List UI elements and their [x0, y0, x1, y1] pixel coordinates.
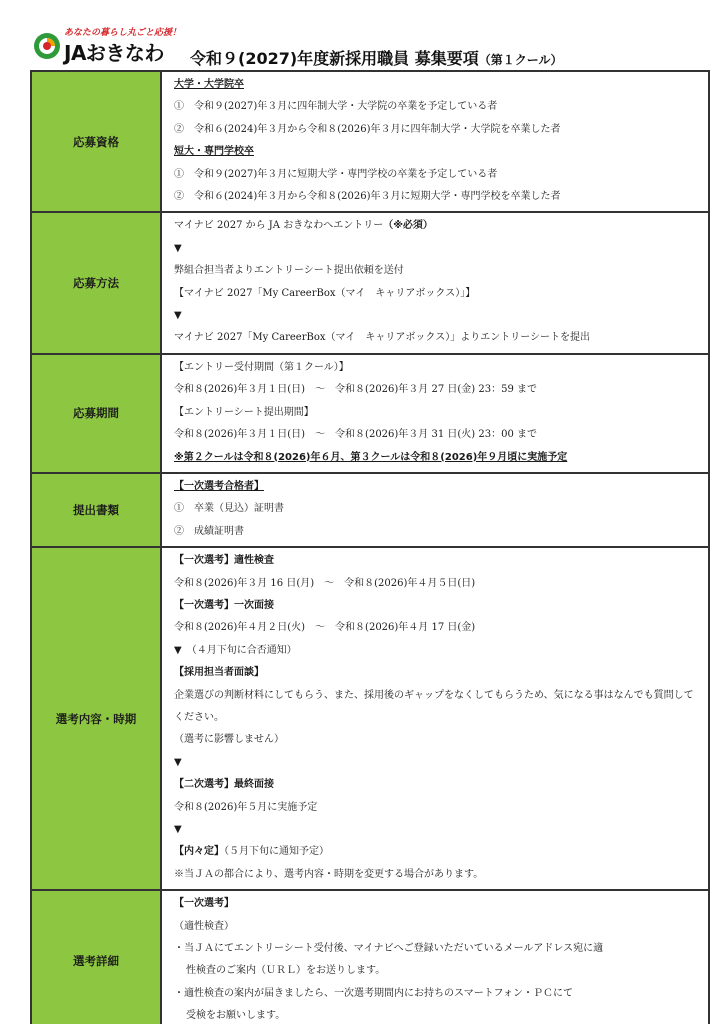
list-item: 【二次選考】最終面接 [174, 779, 274, 791]
list-item: 令和８(2026)年３月 16 日(月) ～ 令和８(2026)年４月５日(日) [174, 577, 476, 589]
arrow-down-icon: ▼ [174, 310, 182, 322]
arrow-down-icon: ▼ [174, 242, 182, 254]
list-item [174, 841, 700, 863]
row-label-application-method: 応募方法 [32, 213, 162, 352]
list-item: 弊組合担当者よりエントリーシート提出依頼を送付 [174, 265, 404, 277]
arrow-down-icon: ▼ [174, 824, 182, 835]
list-item: 短大・専門学校卒 [174, 146, 254, 158]
arrow-down-icon: ▼ [174, 756, 182, 768]
row-content-application-period [162, 355, 708, 472]
row-label-selection-details: 選考詳細 [32, 891, 162, 1024]
list-item: ※当ＪＡの都合により、選考内容・時期を変更する場合があります。 [174, 868, 484, 880]
list-item: （選考に影響しません） [174, 734, 284, 746]
list-item: ※第２クールは令和８(2026)年６月、第３クールは令和８(2026)年９月頃に実施予定 [174, 451, 568, 463]
list-item: ① 令和９(2027)年３月に四年制大学・大学院の卒業を予定している者 [174, 101, 498, 113]
ja-okinawa-logo [30, 22, 200, 68]
list-item: ① 令和９(2027)年３月に短期大学・専門学校の卒業を予定している者 [174, 168, 498, 180]
list-item: （適性検査） [174, 920, 234, 932]
table-row [32, 211, 708, 352]
list-item: 【一次選考】 [174, 898, 234, 910]
naitei-heading: 【内々定】 [174, 846, 224, 858]
list-item: ② 成績証明書 [174, 525, 244, 537]
list-item: ② 令和６(2024)年３月から令和８(2026)年３月に四年制大学・大学院を卒業した者 [174, 123, 561, 135]
list-item: 【一次選考】一次面接 [174, 599, 274, 611]
table-row [32, 72, 708, 211]
entry-text: マイナビ 2027 から JA おきなわへエントリー [174, 220, 384, 232]
list-item: ・適性検査の案内が届きましたら、一次選考期間内にお持ちのスマートフォン・ＰＣにて [174, 987, 573, 999]
table-row [32, 889, 708, 1024]
list-item: 性検査のご案内（ＵＲＬ）をお送りします。 [186, 965, 386, 977]
page-title [190, 46, 563, 69]
list-item: 大学・大学院卒 [174, 79, 244, 90]
list-item: 企業選びの判断材料にしてもらう、また、採用後のギャップをなくしてもらうため、気になる事はなんでも質問してください。 [174, 689, 694, 723]
table-row [32, 546, 708, 889]
list-item: ② 令和６(2024)年３月から令和８(2026)年３月に短期大学・専門学校を卒業した者 [174, 191, 561, 203]
row-label-application-period: 応募期間 [32, 355, 162, 472]
row-label-qualifications: 応募資格 [32, 72, 162, 211]
logo-name: JAおきなわ [64, 41, 164, 65]
row-content-selection-schedule [162, 548, 708, 889]
row-content-documents [162, 474, 708, 546]
row-content-application-method [162, 213, 708, 352]
naitei-note: （５月下旬に通知予定） [224, 846, 329, 858]
list-item: 【採用担当者面談】 [174, 667, 264, 679]
list-item: 【一次選考合格者】 [174, 480, 264, 492]
list-item: ① 卒業（見込）証明書 [174, 503, 284, 515]
list-item: 【エントリー受付期間（第１クール）】 [174, 361, 349, 373]
list-item: 令和８(2026)年３月１日(日) ～ 令和８(2026)年３月 31 日(火) 23：00 まで [174, 429, 537, 441]
list-item: 令和８(2026)年４月２日(火) ～ 令和８(2026)年４月 17 日(金) [174, 622, 476, 634]
list-item: マイナビ 2027「My CareerBox（マイ キャリアボックス）」よりエントリーシートを提出 [174, 332, 591, 344]
required-note: （※必須） [383, 220, 433, 232]
list-item: 【エントリーシート提出期間】 [174, 406, 314, 418]
list-item: 令和８(2026)年３月１日(日) ～ 令和８(2026)年３月 27 日(金) 23：59 まで [174, 384, 537, 396]
page-title-main: 令和９(2027)年度新採用職員 募集要項 [190, 49, 479, 68]
list-item: ・当ＪＡにてエントリーシート受付後、マイナビへご登録いただいているメールアドレス宛に適 [174, 943, 604, 955]
list-item [174, 215, 700, 237]
document-header [30, 22, 710, 68]
list-item: 受検をお願いします。 [186, 1010, 286, 1022]
list-item: ▼ （４月下旬に合否通知） [174, 644, 297, 656]
list-item: 令和８(2026)年５月に実施予定 [174, 801, 318, 813]
list-item: 【マイナビ 2027「My CareerBox（マイ キャリアボックス）」】 [174, 287, 476, 299]
row-label-documents: 提出書類 [32, 474, 162, 546]
table-row [32, 353, 708, 472]
table-row [32, 472, 708, 546]
page-title-suffix: （第１クール） [478, 53, 563, 67]
row-label-selection-schedule: 選考内容・時期 [32, 548, 162, 889]
ja-logo-mark-icon [32, 31, 62, 61]
recruitment-table [30, 70, 710, 1024]
row-content-qualifications [162, 72, 708, 211]
logo-tagline: あなたの暮らし丸ごと応援！ [64, 28, 182, 38]
list-item: 【一次選考】適性検査 [174, 555, 274, 567]
row-content-selection-details [162, 891, 708, 1024]
